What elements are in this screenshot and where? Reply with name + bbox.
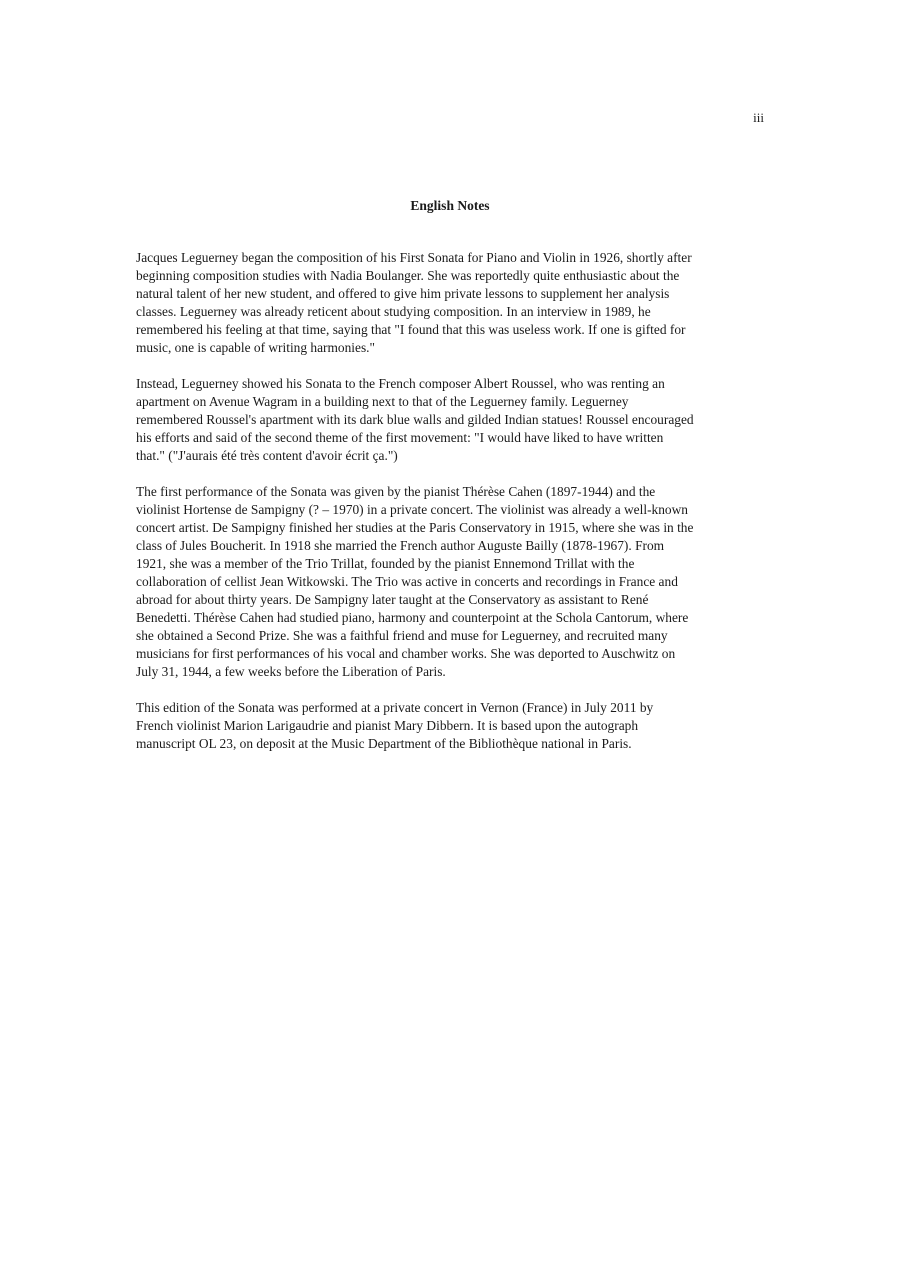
text-line: apartment on Avenue Wagram in a building next to that of the Leguerney family. Leguerney (136, 394, 629, 409)
text-line: musicians for first performances of his vocal and chamber works. She was deported to Auschwitz on (136, 646, 676, 661)
body-text (136, 249, 766, 771)
text-line: his efforts and said of the second theme of the first movement: "I would have liked to have written (136, 430, 664, 445)
text-line: remembered Roussel's apartment with its dark blue walls and gilded Indian statues! Roussel encouraged (136, 412, 694, 427)
paragraph (136, 375, 766, 465)
text-line: Jacques Leguerney began the composition of his First Sonata for Piano and Violin in 1926, shortly after (136, 250, 692, 265)
text-line: beginning composition studies with Nadia Boulanger. She was reportedly quite enthusiastic about the (136, 268, 680, 283)
text-line: violinist Hortense de Sampigny (? – 1970) in a private concert. The violinist was already a well-known (136, 502, 688, 517)
text-line: manuscript OL 23, on deposit at the Music Department of the Bibliothèque national in Paris. (136, 736, 632, 751)
text-line: French violinist Marion Larigaudrie and pianist Mary Dibbern. It is based upon the autograph (136, 718, 639, 733)
paragraph (136, 483, 766, 681)
paragraph (136, 699, 766, 753)
text-line: she obtained a Second Prize. She was a faithful friend and muse for Leguerney, and recruited many (136, 628, 668, 643)
text-line: July 31, 1944, a few weeks before the Liberation of Paris. (136, 664, 446, 679)
text-line: This edition of the Sonata was performed at a private concert in Vernon (France) in July 2011 by (136, 700, 654, 715)
text-line: that." ("J'aurais été très content d'avoir écrit ça.") (136, 448, 398, 463)
text-line: collaboration of cellist Jean Witkowski. The Trio was active in concerts and recordings in France and (136, 574, 678, 589)
text-line: Instead, Leguerney showed his Sonata to the French composer Albert Roussel, who was renting an (136, 376, 665, 391)
page-number: iii (753, 110, 764, 125)
text-line: natural talent of her new student, and offered to give him private lessons to supplement her analysis (136, 286, 670, 301)
text-line: abroad for about thirty years. De Sampigny later taught at the Conservatory as assistant to René (136, 592, 649, 607)
text-line: classes. Leguerney was already reticent about studying composition. In an interview in 1989, he (136, 304, 651, 319)
text-line: 1921, she was a member of the Trio Trillat, founded by the pianist Ennemond Trillat with the (136, 556, 635, 571)
text-line: concert artist. De Sampigny finished her studies at the Paris Conservatory in 1915, where she was in the (136, 520, 694, 535)
text-line: remembered his feeling at that time, saying that "I found that this was useless work. If one is gifted for (136, 322, 686, 337)
paragraph (136, 249, 766, 357)
text-line: music, one is capable of writing harmonies." (136, 340, 375, 355)
text-line: Benedetti. Thérèse Cahen had studied piano, harmony and counterpoint at the Schola Cantorum, where (136, 610, 689, 625)
text-line: class of Jules Boucherit. In 1918 she married the French author Auguste Bailly (1878-1967). From (136, 538, 665, 553)
text-line: The first performance of the Sonata was given by the pianist Thérèse Cahen (1897-1944) and the (136, 484, 656, 499)
page-title: English Notes (410, 198, 490, 213)
